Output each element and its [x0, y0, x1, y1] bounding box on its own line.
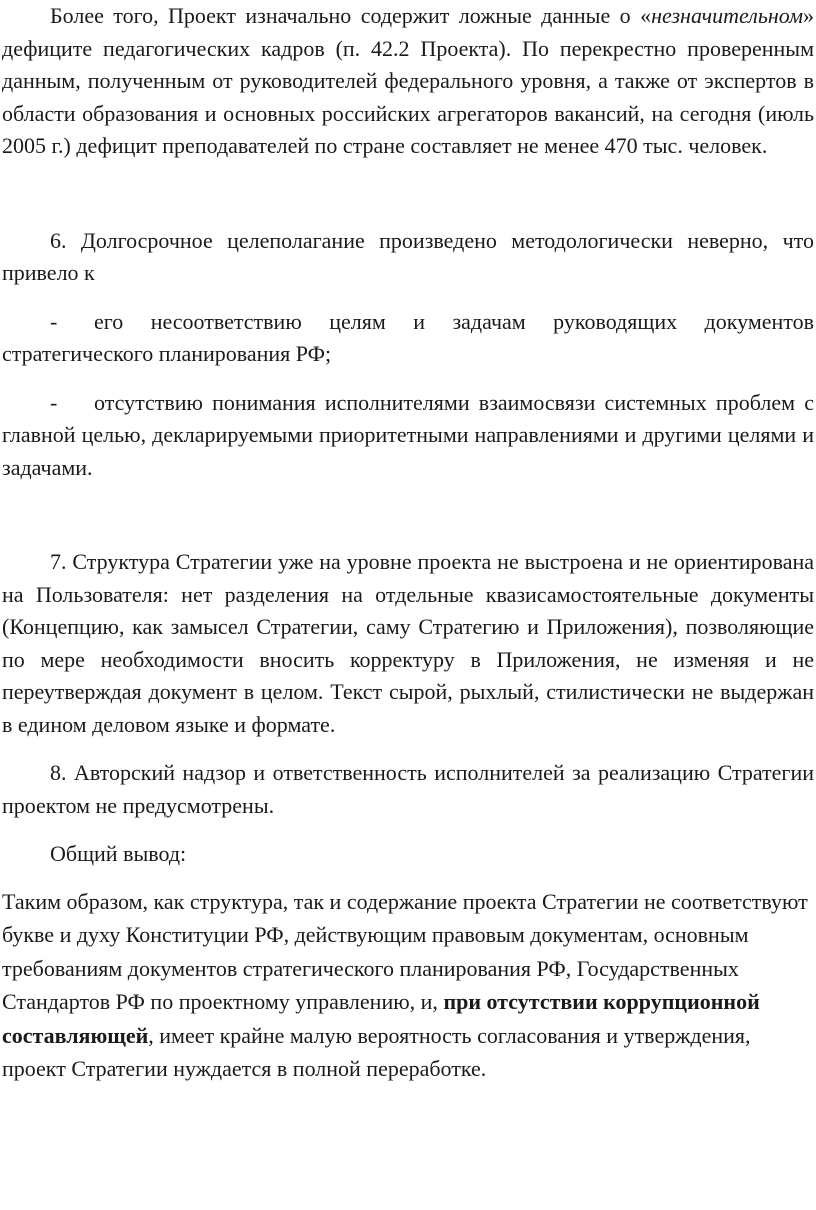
- paragraph-item-6: 6. Долгосрочное целеполагание произведено методологически неверно, что привело к: [2, 227, 814, 285]
- conclusion-text-part2: , имеет крайне малую вероятность согласования и утверждения, проект Стратегии нуждается в полной переработке.: [2, 1022, 751, 1081]
- list-dash: -: [50, 389, 58, 415]
- intro-emphasis: незначительном: [651, 3, 803, 28]
- intro-text-part1: Более того, Проект изначально содержит ложные данные о «: [50, 3, 652, 28]
- paragraph-intro: [2, 0, 814, 163]
- paragraph-item-7: 7. Структура Стратегии уже на уровне проекта не выстроена и не ориентирована на Пользователя: нет разделения на отдельные квазисамостоятельные документы (Концепцию, как замысел Стратегии, саму Стратегию и Приложения), позволяющие по мере необходимости вносить корректуру в Приложения, не изменяя и не переутверждая документ в целом. Текст сырой, рыхлый, стилистически не выдержан в едином деловом языке и формате.: [2, 549, 814, 737]
- conclusion-paragraph: [2, 885, 814, 1086]
- list-item-6-2: [2, 387, 814, 485]
- conclusion-heading: Общий вывод:: [50, 841, 187, 866]
- conclusion-bold-phrase: при отсутствии коррупционной составляющей: [2, 989, 760, 1048]
- conclusion-text-part1: Таким образом, как структура, так и содержание проекта Стратегии не соответствуют букве и духу Конституции РФ, действующим правовым документам, основным требованиям документов стратегического планирования РФ, Государственных Стандартов РФ по проектному управлению, и,: [2, 888, 808, 1014]
- list-item-text: его несоответствию целям и задачам руководящих документов стратегического планирования РФ;: [2, 308, 814, 366]
- intro-text-part2: » дефиците педагогических кадров (п. 42.2 Проекта). По перекрестно проверенным данным, полученным от руководителей федерального уровня, а также от экспертов в области образования и основных российских агрегаторов вакансий, на сегодня (июль 2005 г.) дефицит преподавателей по стране составляет не менее 470 тыс. человек.: [2, 3, 814, 158]
- list-dash: -: [50, 308, 58, 334]
- list-item-text: отсутствию понимания исполнителями взаимосвязи системных проблем с главной целью, декларируемыми приоритетными направлениями и другими целями и задачами.: [2, 389, 814, 480]
- list-item-6-1: [2, 306, 814, 371]
- paragraph-item-8: 8. Авторский надзор и ответственность исполнителей за реализацию Стратегии проектом не предусмотрены.: [2, 760, 814, 818]
